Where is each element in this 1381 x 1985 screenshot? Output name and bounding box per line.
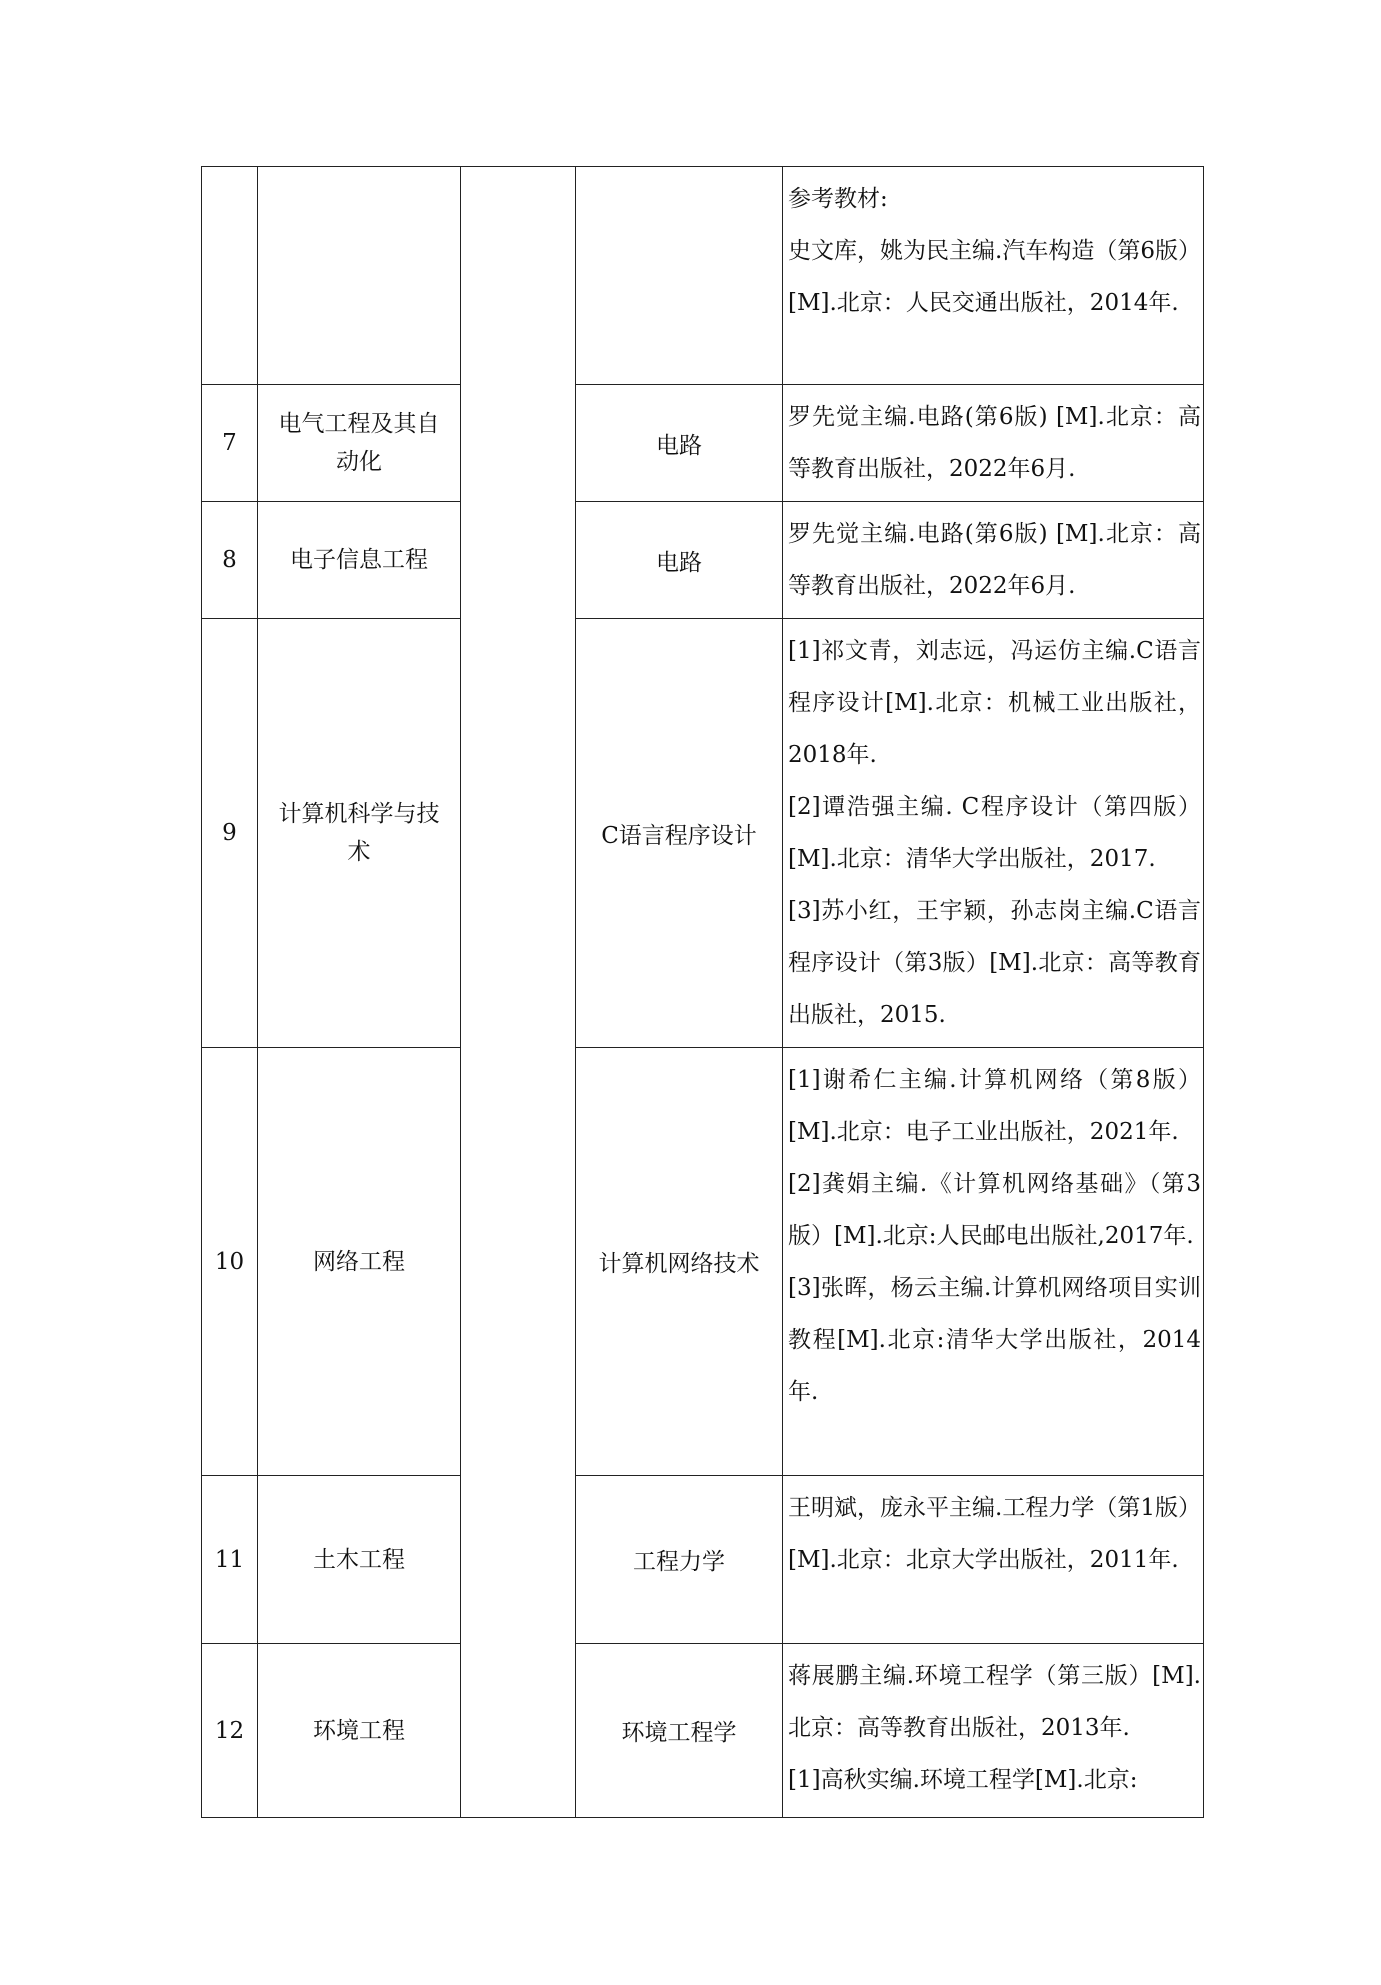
reference-cell <box>783 619 1204 1048</box>
major-name: 电气工程及其自动化 <box>258 385 461 502</box>
reference-line: 史文库，姚为民主编.汽车构造（第6版）[M].北京：人民交通出版社，2014年. <box>788 238 1201 316</box>
reference-line: 罗先觉主编.电路(第6版) [M].北京：高等教育出版社，2022年6月. <box>788 404 1201 482</box>
reference-cell <box>783 1644 1204 1818</box>
reference-line: [1]祁文青，刘志远，冯运仿主编.C语言程序设计[M].北京：机械工业出版社，2018年. <box>788 638 1201 768</box>
reference-line: 参考教材: <box>788 186 888 212</box>
major-name: 计算机科学与技术 <box>258 619 461 1048</box>
table-row <box>202 167 1204 385</box>
reference-line: [3]苏小红，王宇颖，孙志岗主编.C语言程序设计（第3版）[M].北京：高等教育出版社，2015. <box>788 898 1201 1028</box>
table-row <box>202 619 1204 1048</box>
reference-line: 蒋展鹏主编.环境工程学（第三版）[M].北京：高等教育出版社，2013年. <box>788 1663 1201 1741</box>
course-name: 环境工程学 <box>576 1644 783 1818</box>
major-name: 环境工程 <box>258 1644 461 1818</box>
table-row <box>202 1476 1204 1644</box>
course-name: 工程力学 <box>576 1476 783 1644</box>
table-row <box>202 1048 1204 1476</box>
course-name: 电路 <box>576 502 783 619</box>
reference-line: [2]谭浩强主编. C程序设计（第四版）[M].北京：清华大学出版社，2017. <box>788 794 1201 872</box>
reference-cell <box>783 502 1204 619</box>
course-name: 计算机网络技术 <box>576 1048 783 1476</box>
course-name: 电路 <box>576 385 783 502</box>
table-row <box>202 385 1204 502</box>
table-row <box>202 1644 1204 1818</box>
major-name <box>258 167 461 385</box>
reference-line: [1]谢希仁主编.计算机网络（第8版）[M].北京：电子工业出版社，2021年. <box>788 1067 1201 1145</box>
row-number: 10 <box>202 1048 258 1476</box>
reference-line: [3]张晖，杨云主编.计算机网络项目实训教程[M].北京:清华大学出版社，2014年. <box>788 1275 1201 1405</box>
textbook-table <box>201 166 1204 1818</box>
table-row <box>202 502 1204 619</box>
reference-cell <box>783 167 1204 385</box>
reference-cell <box>783 385 1204 502</box>
row-number: 8 <box>202 502 258 619</box>
merged-empty-column <box>461 167 576 1818</box>
reference-cell <box>783 1048 1204 1476</box>
row-number: 7 <box>202 385 258 502</box>
course-name: C语言程序设计 <box>576 619 783 1048</box>
row-number: 12 <box>202 1644 258 1818</box>
row-number: 11 <box>202 1476 258 1644</box>
reference-line: 罗先觉主编.电路(第6版) [M].北京：高等教育出版社，2022年6月. <box>788 521 1201 599</box>
major-name: 电子信息工程 <box>258 502 461 619</box>
reference-line: [2]龚娟主编.《计算机网络基础》（第3版）[M].北京:人民邮电出版社,2017年. <box>788 1171 1201 1249</box>
reference-cell <box>783 1476 1204 1644</box>
reference-line: [1]高秋实编.环境工程学[M].北京: <box>788 1767 1138 1793</box>
major-name: 土木工程 <box>258 1476 461 1644</box>
course-name <box>576 167 783 385</box>
row-number: 9 <box>202 619 258 1048</box>
reference-line: 王明斌，庞永平主编.工程力学（第1版）[M].北京：北京大学出版社，2011年. <box>788 1495 1201 1573</box>
major-name: 网络工程 <box>258 1048 461 1476</box>
row-number <box>202 167 258 385</box>
